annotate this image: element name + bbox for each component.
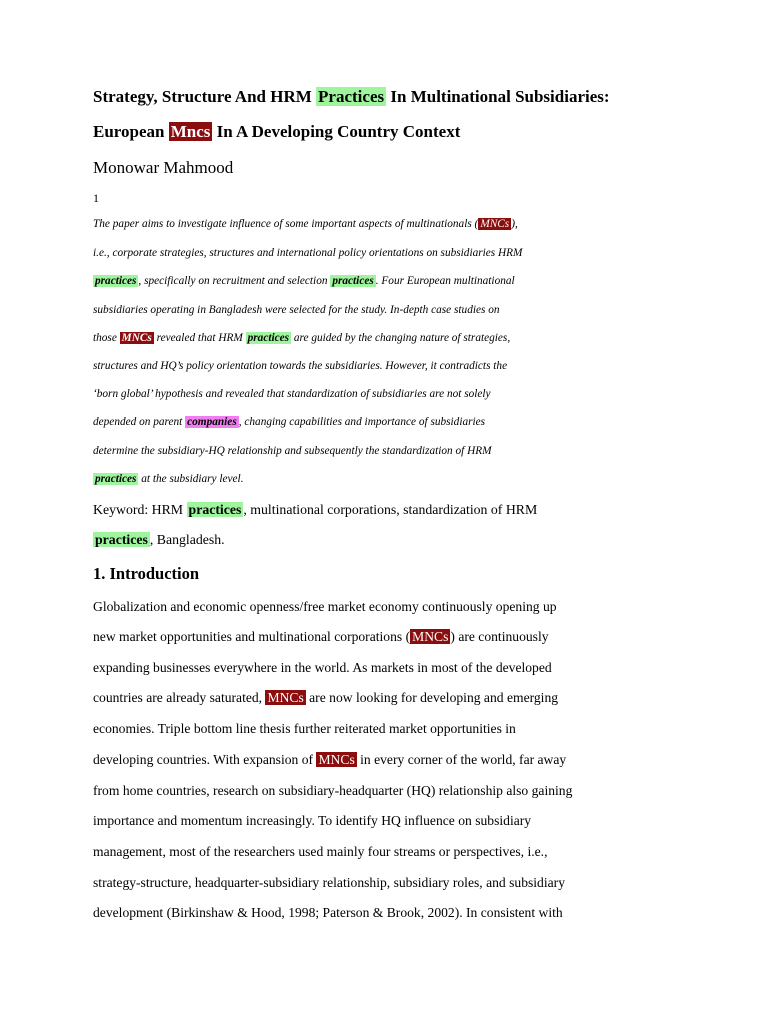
abstract-text: ),: [511, 218, 518, 230]
title-line-2: [93, 122, 460, 142]
footnote-marker: 1: [93, 191, 99, 205]
intro-line-6: [93, 752, 566, 768]
intro-line-9: management, most of the researchers used mainly four streams or perspectives, i.e.,: [93, 844, 548, 859]
highlight-mncs: MNCs: [267, 690, 304, 705]
section-heading-introduction: 1. Introduction: [93, 564, 200, 583]
abstract-text: are guided by the changing nature of strategies,: [291, 332, 511, 344]
intro-line-10: strategy-structure, headquarter-subsidiary relationship, subsidiary roles, and subsidiary: [93, 875, 565, 890]
intro-line-3: expanding businesses everywhere in the world. As markets in most of the developed: [93, 660, 552, 675]
keywords-line-1: [93, 502, 537, 518]
highlight-companies: companies: [187, 416, 237, 428]
title-text: In Multinational Subsidiaries:: [386, 87, 610, 106]
intro-line-1: Globalization and economic openness/free market economy continuously opening up: [93, 599, 557, 614]
intro-line-7: from home countries, research on subsidiary-headquarter (HQ) relationship also gaining: [93, 783, 573, 798]
abstract-line-8: [93, 416, 485, 428]
intro-line-4: [93, 690, 558, 706]
highlight-practices: Practices: [318, 87, 385, 106]
highlight-mncs: MNCs: [412, 629, 449, 644]
keywords-text: Keyword: HRM: [93, 502, 187, 517]
highlight-practices: practices: [188, 502, 242, 517]
highlight-mncs: MNCs: [318, 752, 355, 767]
abstract-line-5: [93, 332, 510, 344]
intro-text: countries are already saturated,: [93, 690, 266, 705]
abstract-text: The paper aims to investigate influence of some important aspects of multinationals (: [93, 218, 479, 230]
abstract-line-4: subsidiaries operating in Bangladesh were selected for the study. In-depth case studies on: [93, 304, 500, 316]
intro-text: in every corner of the world, far away: [356, 752, 567, 767]
intro-text: new market opportunities and multinational corporations (: [93, 629, 411, 644]
abstract-text: , changing capabilities and importance of subsidiaries: [238, 416, 486, 428]
abstract-line-10: [93, 473, 244, 485]
abstract-text: . Four European multinational: [375, 275, 515, 287]
title-text: Strategy, Structure And HRM: [93, 87, 317, 106]
abstract-text: at the subsidiary level.: [138, 473, 244, 485]
title-text: European: [93, 122, 169, 141]
abstract-text: , specifically on recruitment and selection: [138, 275, 331, 287]
intro-text: are now looking for developing and emerging: [305, 690, 559, 705]
highlight-practices: practices: [95, 275, 137, 287]
intro-line-8: importance and momentum increasingly. To identify HQ influence on subsidiary: [93, 813, 532, 828]
abstract-line-3: [93, 275, 515, 287]
intro-line-2: [93, 629, 549, 645]
abstract-line-1: [93, 218, 518, 230]
keywords-text: , Bangladesh.: [149, 532, 225, 547]
highlight-practices: practices: [332, 275, 374, 287]
highlight-practices: practices: [247, 332, 290, 344]
highlight-practices: practices: [95, 532, 148, 547]
keywords-text: , multinational corporations, standardization of HRM: [243, 502, 538, 517]
abstract-line-2: i.e., corporate strategies, structures and international policy orientations on subsidiaries HRM: [93, 247, 523, 259]
abstract-line-7: ‘born global’ hypothesis and revealed that standardization of subsidiaries are not solely: [93, 388, 491, 400]
highlight-mncs: Mncs: [170, 122, 211, 141]
abstract-text: depended on parent: [93, 416, 186, 428]
abstract-line-9: determine the subsidiary-HQ relationship and subsequently the standardization of HRM: [93, 445, 492, 457]
abstract-text: those: [93, 332, 120, 344]
highlight-practices: practices: [95, 473, 137, 485]
title-text: In A Developing Country Context: [212, 122, 461, 141]
abstract-line-6: structures and HQ’s policy orientation towards the subsidiaries. However, it contradicts the: [93, 360, 508, 372]
intro-text: developing countries. With expansion of: [93, 752, 317, 767]
intro-text: ) are continuously: [450, 629, 549, 644]
title-line-1: [93, 87, 610, 107]
highlight-mncs: MNCs: [480, 218, 510, 230]
intro-line-5: economies. Triple bottom line thesis further reiterated market opportunities in: [93, 721, 516, 736]
abstract-text: revealed that HRM: [153, 332, 246, 344]
intro-line-11: development (Birkinshaw & Hood, 1998; Paterson & Brook, 2002). In consistent with: [93, 905, 563, 920]
author-name: Monowar Mahmood: [93, 158, 234, 177]
highlight-mncs: MNCs: [121, 332, 152, 344]
keywords-line-2: [93, 532, 225, 548]
